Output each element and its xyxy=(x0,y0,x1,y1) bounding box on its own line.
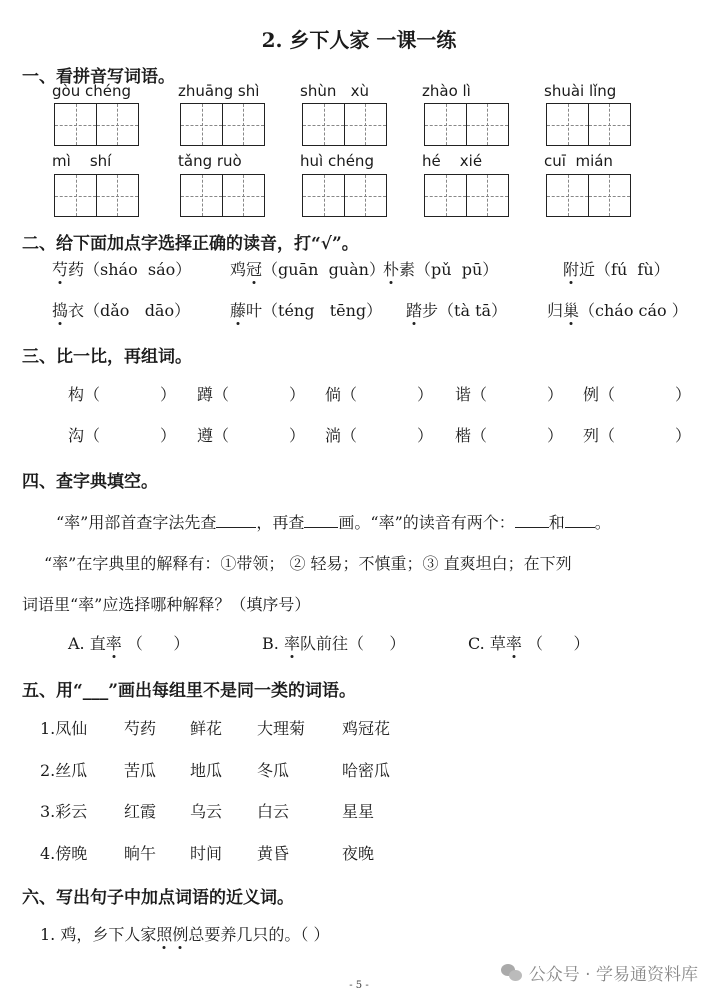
dotted-char: 捣 xyxy=(52,301,69,320)
text: 素（pǔ pū） xyxy=(399,260,499,279)
dictionary-option[interactable] xyxy=(68,631,189,654)
dotted-char: 照 xyxy=(156,925,173,944)
word-prompt: 谐（ xyxy=(455,385,488,404)
pinyin-label: mì shí xyxy=(52,152,112,170)
page-title: 2. 乡下人家 一课一练 xyxy=(261,28,457,52)
writing-cell[interactable] xyxy=(588,103,631,146)
watermark-text: 公众号 · 学易通资料库 xyxy=(528,965,698,985)
writing-cell[interactable] xyxy=(302,103,345,146)
answer-paren[interactable]: ） xyxy=(417,426,434,445)
answer-blank[interactable] xyxy=(565,527,595,528)
word-prompt: 淌（ xyxy=(325,426,358,445)
text: C. 草 xyxy=(468,634,506,653)
dotted-char: 冠 xyxy=(246,260,263,279)
pronunciation-item[interactable] xyxy=(547,298,688,321)
text: 鸡 xyxy=(230,260,247,279)
text: 。 xyxy=(594,513,611,532)
wechat-icon xyxy=(501,964,523,982)
pronunciation-item[interactable] xyxy=(406,298,507,321)
writing-cell[interactable] xyxy=(54,174,97,217)
answer-paren[interactable]: ） xyxy=(160,385,177,404)
text: “率”用部首查字法先查 xyxy=(56,513,217,532)
text: （cháo cáo ） xyxy=(579,301,688,320)
writing-cell[interactable] xyxy=(96,103,139,146)
word-item[interactable]: 时间 xyxy=(190,843,223,863)
section-1-heading: 一、看拼音写词语。 xyxy=(22,67,175,87)
pinyin-label: shuài lǐng xyxy=(544,82,617,100)
pronunciation-item[interactable] xyxy=(230,298,382,321)
word-item[interactable]: 大理菊 xyxy=(257,719,306,738)
text: 药（sháo sáo） xyxy=(68,260,192,279)
answer-blank[interactable] xyxy=(304,527,338,528)
word-prompt: 列（ xyxy=(583,426,616,445)
pinyin-label: zhuāng shì xyxy=(178,82,260,100)
text: 归 xyxy=(547,301,564,320)
dotted-char: 率 xyxy=(505,634,522,653)
pinyin-label: zhào lì xyxy=(422,82,471,100)
dictionary-option[interactable] xyxy=(262,631,405,654)
dotted-char: 芍 xyxy=(52,260,69,279)
word-prompt: 楷（ xyxy=(455,426,488,445)
word-item[interactable]: 哈密瓜 xyxy=(342,760,391,780)
text: 画。“率”的读音有两个： xyxy=(338,513,515,532)
writing-cell[interactable] xyxy=(424,103,467,146)
word-prompt: 倘（ xyxy=(325,385,358,404)
word-item[interactable]: 冬瓜 xyxy=(257,760,290,780)
word-prompt: 遵（ xyxy=(197,426,230,445)
text: 近（fú fù） xyxy=(579,260,670,279)
pinyin-label: gòu chéng xyxy=(52,82,131,100)
writing-cell[interactable] xyxy=(424,174,467,217)
dotted-char: 率 xyxy=(105,634,122,653)
answer-blank[interactable] xyxy=(515,527,549,528)
text: 步（tà tā） xyxy=(422,301,508,320)
answer-paren[interactable]: ） xyxy=(417,385,434,404)
word-item[interactable]: 夜晚 xyxy=(342,843,375,863)
word-item[interactable]: 3.彩云 xyxy=(40,802,88,821)
answer-paren[interactable]: ） xyxy=(675,385,692,404)
pinyin-label: shùn xù xyxy=(300,82,370,100)
writing-box-pair[interactable] xyxy=(424,103,509,146)
word-item[interactable]: 白云 xyxy=(257,802,290,821)
writing-box-pair[interactable] xyxy=(546,103,631,146)
dictionary-question-line-3: 词语里“率”应选择哪种解释？（填序号） xyxy=(22,595,311,614)
writing-cell[interactable] xyxy=(180,174,223,217)
answer-paren[interactable]: ） xyxy=(289,426,306,445)
text: A. 直 xyxy=(68,634,106,653)
writing-box-pair[interactable] xyxy=(302,103,387,146)
text: （ ） xyxy=(521,634,590,653)
section-2-heading: 二、给下面加点字选择正确的读音，打“√”。 xyxy=(22,234,359,254)
dotted-char: 例 xyxy=(172,925,189,944)
dictionary-question-line-1 xyxy=(56,510,611,533)
writing-cell[interactable] xyxy=(96,174,139,217)
pronunciation-item[interactable] xyxy=(563,257,670,280)
writing-cell[interactable] xyxy=(344,103,387,146)
writing-box-pair[interactable] xyxy=(302,174,387,217)
word-item[interactable]: 黄昏 xyxy=(257,843,290,863)
pronunciation-item[interactable] xyxy=(52,257,191,280)
writing-box-pair[interactable] xyxy=(180,103,265,146)
synonym-sentence xyxy=(40,922,329,945)
writing-box-pair[interactable] xyxy=(424,174,509,217)
section-5-heading: 五、用“___”画出每组里不是同一类的词语。 xyxy=(22,681,357,701)
word-item[interactable]: 芍药 xyxy=(124,719,157,738)
text: ，再查 xyxy=(256,513,305,532)
writing-cell[interactable] xyxy=(466,103,509,146)
dictionary-option[interactable] xyxy=(468,631,589,654)
writing-cell[interactable] xyxy=(302,174,345,217)
writing-cell[interactable] xyxy=(546,103,589,146)
pinyin-label: hé xié xyxy=(422,152,483,170)
writing-box-pair[interactable] xyxy=(180,174,265,217)
pinyin-label: cuī mián xyxy=(544,152,613,170)
word-prompt: 构（ xyxy=(68,385,101,404)
page-number: - 5 - xyxy=(349,980,369,991)
writing-cell[interactable] xyxy=(222,174,265,217)
word-item[interactable]: 苦瓜 xyxy=(124,760,157,780)
answer-blank[interactable] xyxy=(216,527,256,528)
word-prompt: 沟（ xyxy=(68,426,101,445)
writing-cell[interactable] xyxy=(546,174,589,217)
word-prompt: 蹲（ xyxy=(197,385,230,404)
text: 叶（téng tēng） xyxy=(246,301,383,320)
dotted-char: 踏 xyxy=(406,301,423,320)
writing-box-pair[interactable] xyxy=(54,103,139,146)
pronunciation-item[interactable] xyxy=(383,257,498,280)
dictionary-question-line-2: “率”在字典里的解释有：①带领； ② 轻易；不慎重；③ 直爽坦白；在下列 xyxy=(44,554,572,573)
pronunciation-item[interactable] xyxy=(230,257,385,280)
dotted-char: 藤 xyxy=(230,301,247,320)
writing-box-pair[interactable] xyxy=(546,174,631,217)
text: 1. 鸡，乡下人家 xyxy=(40,925,157,944)
dotted-char: 朴 xyxy=(383,260,400,279)
text: B. xyxy=(262,634,284,653)
answer-paren[interactable]: ） xyxy=(289,385,306,404)
dotted-char: 巢 xyxy=(563,301,580,320)
pinyin-label: huì chéng xyxy=(300,152,374,170)
text: （guān guàn） xyxy=(262,260,385,279)
writing-cell[interactable] xyxy=(344,174,387,217)
text: （ ） xyxy=(121,634,190,653)
word-item[interactable]: 鸡冠花 xyxy=(342,719,391,738)
word-item[interactable]: 鲜花 xyxy=(190,719,223,738)
word-item[interactable]: 晌午 xyxy=(124,843,157,863)
word-item[interactable]: 地瓜 xyxy=(190,760,223,780)
answer-paren[interactable]: ） xyxy=(160,426,177,445)
writing-cell[interactable] xyxy=(222,103,265,146)
word-item[interactable]: 乌云 xyxy=(190,802,223,821)
word-item[interactable]: 星星 xyxy=(342,802,375,821)
writing-cell[interactable] xyxy=(588,174,631,217)
answer-paren[interactable]: ） xyxy=(547,385,564,404)
writing-cell[interactable] xyxy=(466,174,509,217)
section-3-heading: 三、比一比，再组词。 xyxy=(22,347,192,367)
word-item[interactable]: 1.凤仙 xyxy=(40,719,88,738)
pinyin-label: tǎng ruò xyxy=(178,152,242,170)
pronunciation-item[interactable] xyxy=(52,298,190,321)
text: 队前往（ ） xyxy=(299,634,406,653)
writing-box-pair[interactable] xyxy=(54,174,139,217)
word-item[interactable]: 红霞 xyxy=(124,802,157,821)
section-4-heading: 四、查字典填空。 xyxy=(22,472,158,492)
text: 总要养几只的。（ ） xyxy=(188,925,330,944)
text: 衣（dǎo dāo） xyxy=(68,301,191,320)
word-item[interactable]: 2.丝瓜 xyxy=(40,760,88,780)
answer-paren[interactable]: ） xyxy=(675,426,692,445)
writing-cell[interactable] xyxy=(180,103,223,146)
word-item[interactable]: 4.傍晚 xyxy=(40,843,88,863)
word-prompt: 例（ xyxy=(583,385,616,404)
dotted-char: 率 xyxy=(283,634,300,653)
section-6-heading: 六、写出句子中加点词语的近义词。 xyxy=(22,888,294,908)
text: 和 xyxy=(548,513,565,532)
writing-cell[interactable] xyxy=(54,103,97,146)
answer-paren[interactable]: ） xyxy=(547,426,564,445)
dotted-char: 附 xyxy=(563,260,580,279)
